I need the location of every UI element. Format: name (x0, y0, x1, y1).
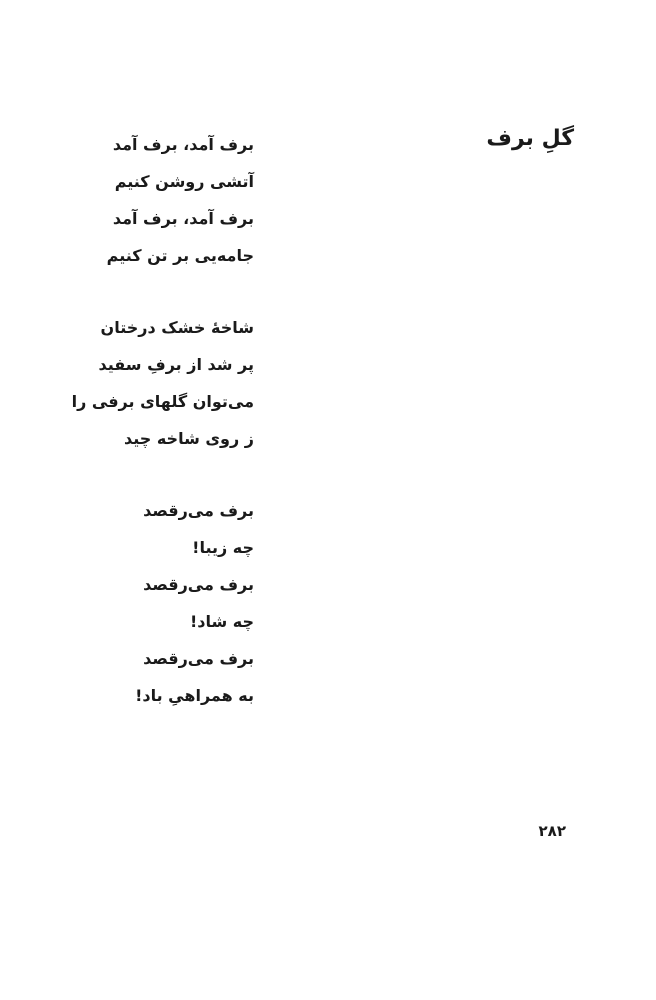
poem-title: گلِ برف (486, 126, 574, 151)
poem-line: ز روی شاخه چید (123, 429, 254, 448)
stanza-3 (94, 496, 254, 718)
poem-line: می‌توان گلهای برفی را (71, 392, 254, 411)
poem-line: پر شد از برفِ سفید (98, 355, 254, 374)
poem-line: جامه‌یی بر تن کنیم (106, 246, 254, 265)
poem-line: برف می‌رقصد (143, 575, 254, 594)
poem-line: برف می‌رقصد (143, 501, 254, 520)
poem-line: چه زیبا! (192, 538, 254, 557)
poem-line: شاخهٔ خشک درختان (100, 318, 254, 337)
poem-line: چه شاد! (189, 612, 254, 631)
stanza-1 (94, 130, 254, 278)
poem-line: برف آمد، برف آمد (112, 135, 254, 154)
poem-line: برف می‌رقصد (143, 649, 254, 668)
poem-body (71, 130, 254, 718)
poem-line: برف آمد، برف آمد (112, 209, 254, 228)
stanza-2 (71, 313, 254, 461)
page-number: ۲۸۲ (538, 822, 566, 840)
poem-line: به همراهیِ باد! (135, 686, 254, 705)
poem-line: آتشی روشن کنیم (114, 172, 254, 191)
